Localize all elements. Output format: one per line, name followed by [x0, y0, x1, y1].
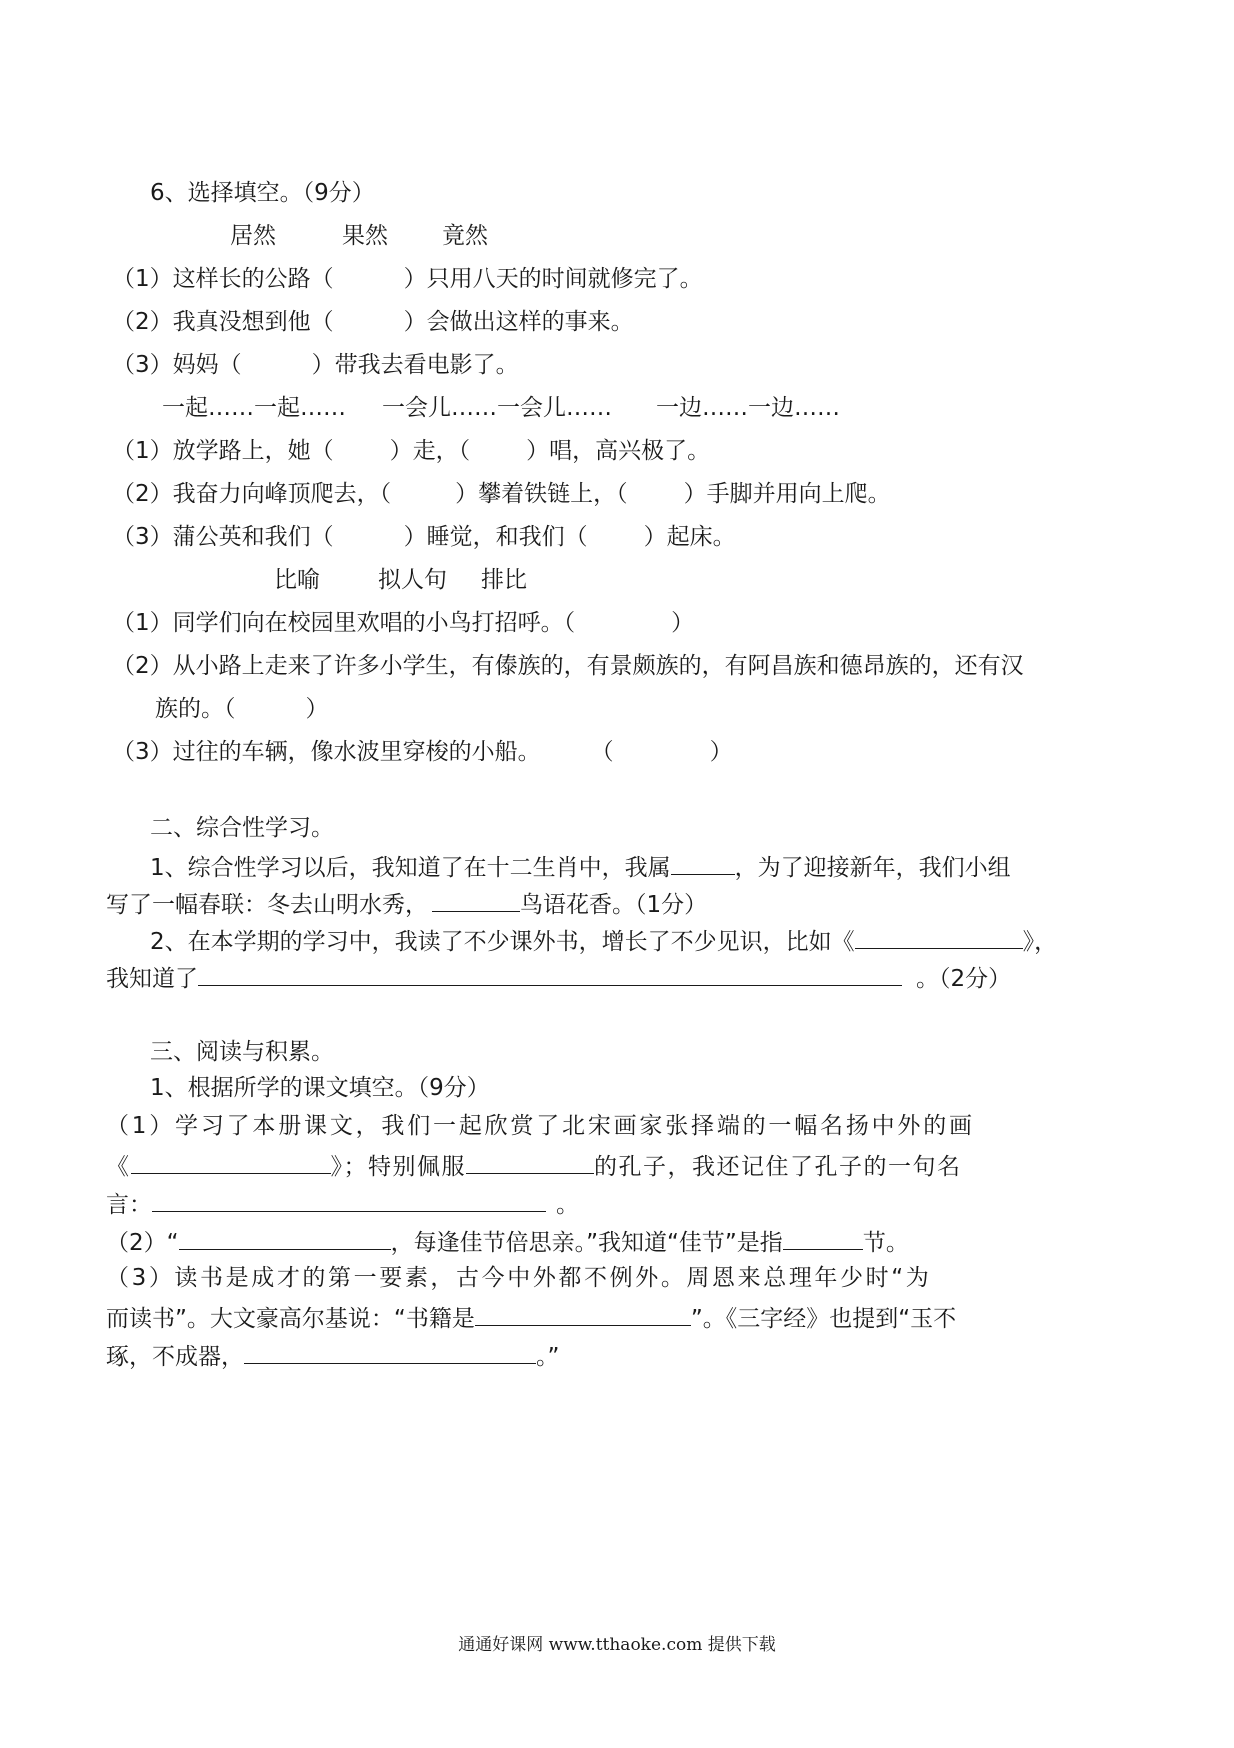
word-option: 一会儿……一会儿……: [382, 395, 612, 421]
question-b2: （2）我奋力向峰顶爬去，（ ）攀着铁链上，（ ）手脚并用向上爬。: [112, 481, 891, 507]
question-b3: （3）蒲公英和我们（ ）睡觉，和我们（ ）起床。: [112, 524, 736, 550]
question-c2-cont: 族的。（ ）: [155, 696, 329, 722]
fill-blank[interactable]: [432, 887, 520, 912]
section-3-title: 三、阅读与积累。: [150, 1039, 334, 1065]
word-bank-b: [162, 393, 840, 423]
s3-p3-line2: 而读书”。大文豪高尔基说：“书籍是 ”。《三字经》也提到“玉不: [106, 1301, 956, 1334]
word-option: 竟然: [442, 223, 488, 249]
question-b1: （1）放学路上，她（ ）走，（ ）唱，高兴极了。: [112, 438, 711, 464]
word-option: 比喻: [274, 567, 320, 593]
s2-q1-line2: 写了一幅春联：冬去山明水秀， 鸟语花香。（1分）: [106, 887, 707, 920]
fill-blank[interactable]: [466, 1149, 594, 1174]
word-bank-c: [274, 565, 527, 595]
fill-blank[interactable]: [783, 1225, 863, 1250]
s2-q2-line1: 2、在本学期的学习中，我读了不少课外书，增长了不少见识，比如《 》，: [150, 924, 1057, 957]
word-option: 一边……一边……: [656, 395, 840, 421]
fill-blank[interactable]: [671, 850, 735, 875]
fill-blank[interactable]: [179, 1225, 391, 1250]
question-c2: （2）从小路上走来了许多小学生，有傣族的，有景颇族的，有阿昌族和德昂族的，还有汉: [112, 653, 1024, 679]
question-a2: （2）我真没想到他（ ）会做出这样的事来。: [112, 309, 634, 335]
s3-p2: （2）“ ，每逢佳节倍思亲。”我知道“佳节”是指 节。: [106, 1225, 909, 1258]
section-2-title: 二、综合性学习。: [150, 815, 334, 841]
fill-blank[interactable]: [131, 1149, 331, 1174]
word-option: 居然: [230, 223, 276, 249]
word-option: 果然: [342, 223, 388, 249]
s3-p3-line1: （3）读书是成才的第一要素，古今中外都不例外。周恩来总理年少时“为: [106, 1265, 932, 1291]
s3-p1-line3: 言： 。: [106, 1187, 579, 1220]
s2-q2-line2: 我知道了 。（2分）: [106, 961, 1011, 994]
word-bank-a: [230, 221, 488, 251]
s3-p1-line1: （1）学习了本册课文，我们一起欣赏了北宋画家张择端的一幅名扬中外的画: [106, 1113, 975, 1139]
fill-blank[interactable]: [244, 1339, 536, 1364]
fill-blank[interactable]: [855, 924, 1023, 949]
word-option: 拟人句: [378, 567, 447, 593]
page-footer: 通通好课网 www.tthaoke.com 提供下载: [458, 1635, 776, 1655]
word-option: 排比: [481, 567, 527, 593]
s3-q1-title: 1、根据所学的课文填空。（9分）: [150, 1075, 490, 1101]
fill-blank[interactable]: [198, 961, 902, 986]
word-option: 一起……一起……: [162, 395, 346, 421]
question-a3: （3）妈妈（ ）带我去看电影了。: [112, 352, 519, 378]
section-6-title: 6、选择填空。（9分）: [150, 180, 375, 206]
s2-q1-line1: 1、综合性学习以后，我知道了在十二生肖中，我属 ，为了迎接新年，我们小组: [150, 850, 1011, 883]
fill-blank[interactable]: [475, 1301, 691, 1326]
question-c1: （1）同学们向在校园里欢唱的小鸟打招呼。（ ）: [112, 610, 695, 636]
fill-blank[interactable]: [152, 1187, 546, 1212]
question-a1: （1）这样长的公路（ ）只用八天的时间就修完了。: [112, 266, 703, 292]
s3-p3-line3: 琢，不成器， 。”: [106, 1339, 559, 1372]
s3-p1-line2: 《 》；特别佩服 的孔子，我还记住了孔子的一句名: [106, 1149, 962, 1182]
question-c3: （3）过往的车辆，像水波里穿梭的小船。 （ ）: [112, 739, 733, 765]
